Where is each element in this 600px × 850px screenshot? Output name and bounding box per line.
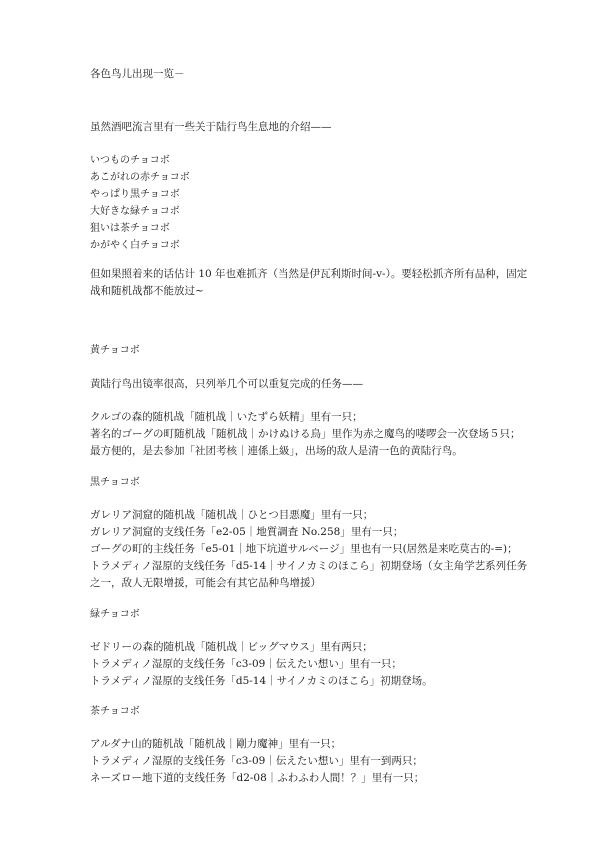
section-line: ネーズロー地下道的支线任务「d2-08｜ふわふわ人間！？」里有一只； [90, 772, 425, 784]
section-line: ガレリア洞窟的支线任务「e2-05｜地質調査 No.258」里有一只； [90, 526, 404, 538]
section-line: アルダナ山的随机战「随机战｜剛力魔神」里有一只； [90, 738, 342, 750]
section-line: トラメディノ湿原的支线任务「c3-09｜伝えたい想い」里有一到两只； [90, 755, 423, 767]
section-line: トラメディノ湿原的支线任务「c3-09｜伝えたい想い」里有一只； [90, 658, 402, 670]
section-line: ガレリア洞窟的随机战「随机战｜ひとつ目悪魔」里有一只； [90, 509, 374, 521]
document-title: 各色鸟儿出现一览－ [90, 68, 185, 80]
section-line: トラメディノ湿原的支线任务「d5-14｜サイノカミのほこら」初期登场（女主角学艺系列任务之一，敌人无限增援，可能会有其它品种鸟增援） [90, 560, 528, 589]
bird-list-item: 狙いは茶チョコボ [90, 223, 170, 234]
section-heading-green: 緑チョコボ [90, 609, 140, 620]
section-line: トラメディノ湿原的支线任务「d5-14｜サイノカミのほこら」初期登场。 [90, 675, 433, 687]
section-line: クルゴの森的随机战「随机战｜いたずら妖精」里有一只； [90, 411, 363, 423]
intro-text: 虽然酒吧流言里有一些关于陆行鸟生息地的介绍—— [90, 121, 332, 133]
section-heading-yellow: 黄チョコボ [90, 345, 140, 356]
bird-list-item: いつものチョコボ [90, 155, 170, 166]
section-line: ゼドリーの森的随机战「随机战｜ビッグマウス」里有两只； [90, 641, 373, 653]
section-heading-brown: 茶チョコボ [90, 706, 140, 717]
bird-list-item: あこがれの赤チョコボ [90, 172, 190, 183]
section-line: 著名的ゴーグの町随机战「随机战｜かけぬける鳥」里作为赤之魔鸟的喽啰会一次登场５只； [90, 428, 521, 440]
section-lead-yellow: 黄陆行鸟出镜率很高，只列举几个可以重复完成的任务—— [90, 378, 363, 390]
bird-list-item: やっぱり黒チョコボ [90, 189, 180, 200]
bird-list-item: かがやく白チョコボ [90, 240, 180, 251]
note-paragraph: 但如果照着来的话估计 10 年也难抓齐（当然是伊瓦利斯时间-v-）。要轻松抓齐所有品种，固定战和随机战都不能放过~ [90, 268, 528, 297]
section-line: ゴーグの町的主线任务「e5-01｜地下坑道サルベージ」里也有一只(居然是来吃莫古的-=)； [90, 543, 518, 555]
section-line: 最方便的，是去参加「社团考核｜連係上級」，出场的敌人是清一色的黄陆行鸟。 [90, 445, 463, 457]
bird-list-item: 大好きな緑チョコボ [90, 206, 180, 217]
section-heading-black: 黒チョコボ [90, 477, 140, 488]
